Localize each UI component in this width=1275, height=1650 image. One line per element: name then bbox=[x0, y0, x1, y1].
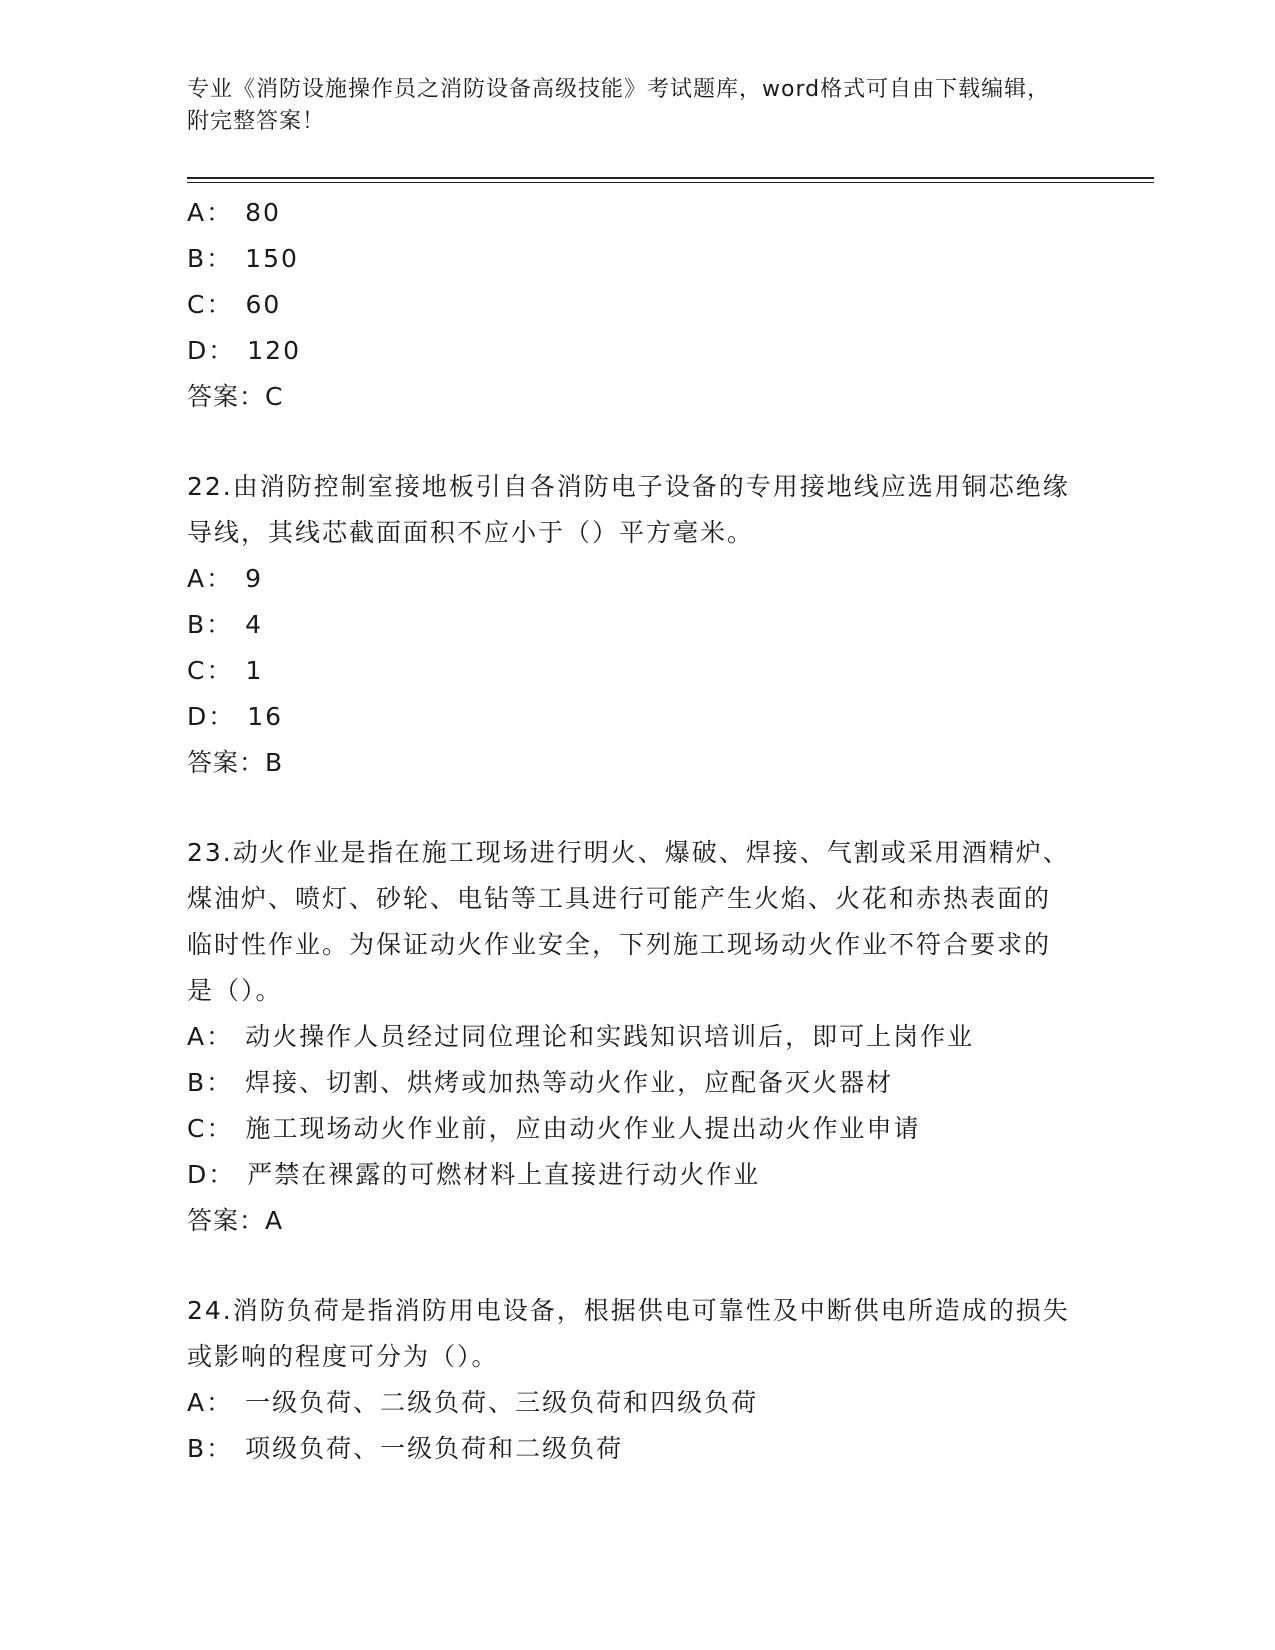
option-key: A bbox=[187, 1022, 207, 1051]
option-value: 80 bbox=[245, 198, 281, 227]
option-b bbox=[187, 1060, 1087, 1106]
option-separator: ： bbox=[206, 244, 234, 273]
question-list bbox=[187, 190, 1087, 1472]
option-separator: ： bbox=[208, 336, 236, 365]
option-key: A bbox=[187, 198, 207, 227]
option-value: 严禁在裸露的可燃材料上直接进行动火作业 bbox=[247, 1160, 761, 1189]
option-c bbox=[187, 1106, 1087, 1152]
option-value: 16 bbox=[247, 702, 284, 731]
spacer bbox=[187, 420, 1087, 464]
answer-line: 答案：C bbox=[187, 382, 284, 411]
option-a bbox=[187, 556, 1087, 602]
option-d bbox=[187, 328, 1087, 374]
option-key: C bbox=[187, 290, 207, 319]
option-d bbox=[187, 694, 1087, 740]
option-key: A bbox=[187, 1388, 207, 1417]
spacer bbox=[187, 786, 1087, 830]
option-c bbox=[187, 648, 1087, 694]
option-separator: ： bbox=[206, 1022, 234, 1051]
option-value: 焊接、切割、烘烤或加热等动火作业，应配备灭火器材 bbox=[245, 1068, 894, 1097]
answer-line: 答案：B bbox=[187, 748, 284, 777]
option-key: B bbox=[187, 1068, 207, 1097]
option-separator: ： bbox=[206, 1114, 234, 1143]
header-divider-thin bbox=[187, 182, 1154, 183]
option-a bbox=[187, 1380, 1087, 1426]
question-22 bbox=[187, 464, 1087, 786]
option-separator: ： bbox=[206, 1068, 234, 1097]
option-separator: ： bbox=[206, 198, 234, 227]
question-21 bbox=[187, 190, 1087, 420]
option-value: 150 bbox=[245, 244, 299, 273]
header-divider-thick bbox=[187, 177, 1154, 179]
option-separator: ： bbox=[206, 564, 234, 593]
option-b bbox=[187, 236, 1087, 282]
option-value: 1 bbox=[245, 656, 264, 685]
option-value: 动火操作人员经过同位理论和实践知识培训后，即可上岗作业 bbox=[245, 1022, 975, 1051]
option-value: 9 bbox=[245, 564, 264, 593]
page-header: 专业《消防设施操作员之消防设备高级技能》考试题库，word格式可自由下载编辑，附完整答案！ bbox=[187, 77, 1051, 134]
option-key: B bbox=[187, 610, 207, 639]
question-23 bbox=[187, 830, 1087, 1244]
option-separator: ： bbox=[206, 1434, 234, 1463]
option-separator: ： bbox=[208, 1160, 236, 1189]
option-value: 项级负荷、一级负荷和二级负荷 bbox=[245, 1434, 624, 1463]
question-stem: 24.消防负荷是指消防用电设备，根据供电可靠性及中断供电所造成的损失或影响的程度可分为（）。 bbox=[187, 1296, 1070, 1371]
option-value: 4 bbox=[245, 610, 264, 639]
option-key: A bbox=[187, 564, 207, 593]
answer-line: 答案：A bbox=[187, 1206, 284, 1235]
question-stem: 22.由消防控制室接地板引自各消防电子设备的专用接地线应选用铜芯绝缘导线，其线芯截面面积不应小于（）平方毫米。 bbox=[187, 472, 1070, 547]
option-b bbox=[187, 602, 1087, 648]
option-a bbox=[187, 1014, 1087, 1060]
option-key: C bbox=[187, 656, 207, 685]
question-24 bbox=[187, 1288, 1087, 1472]
option-separator: ： bbox=[206, 610, 234, 639]
option-value: 施工现场动火作业前，应由动火作业人提出动火作业申请 bbox=[245, 1114, 921, 1143]
option-key: B bbox=[187, 1434, 207, 1463]
option-key: D bbox=[187, 702, 209, 731]
option-value: 120 bbox=[247, 336, 301, 365]
option-separator: ： bbox=[206, 290, 234, 319]
option-separator: ： bbox=[208, 702, 236, 731]
option-b bbox=[187, 1426, 1087, 1472]
option-c bbox=[187, 282, 1087, 328]
option-separator: ： bbox=[206, 656, 234, 685]
option-separator: ： bbox=[206, 1388, 234, 1417]
option-value: 一级负荷、二级负荷、三级负荷和四级负荷 bbox=[245, 1388, 759, 1417]
question-stem: 23.动火作业是指在施工现场进行明火、爆破、焊接、气割或采用酒精炉、煤油炉、喷灯、砂轮、电钻等工具进行可能产生火焰、火花和赤热表面的临时性作业。为保证动火作业安全，下列施工现场动火作业不符合要求的是（）。 bbox=[187, 838, 1070, 1005]
option-a bbox=[187, 190, 1087, 236]
option-d bbox=[187, 1152, 1087, 1198]
option-key: D bbox=[187, 1160, 209, 1189]
option-key: D bbox=[187, 336, 209, 365]
option-key: C bbox=[187, 1114, 207, 1143]
option-key: B bbox=[187, 244, 207, 273]
spacer bbox=[187, 1244, 1087, 1288]
option-value: 60 bbox=[245, 290, 282, 319]
